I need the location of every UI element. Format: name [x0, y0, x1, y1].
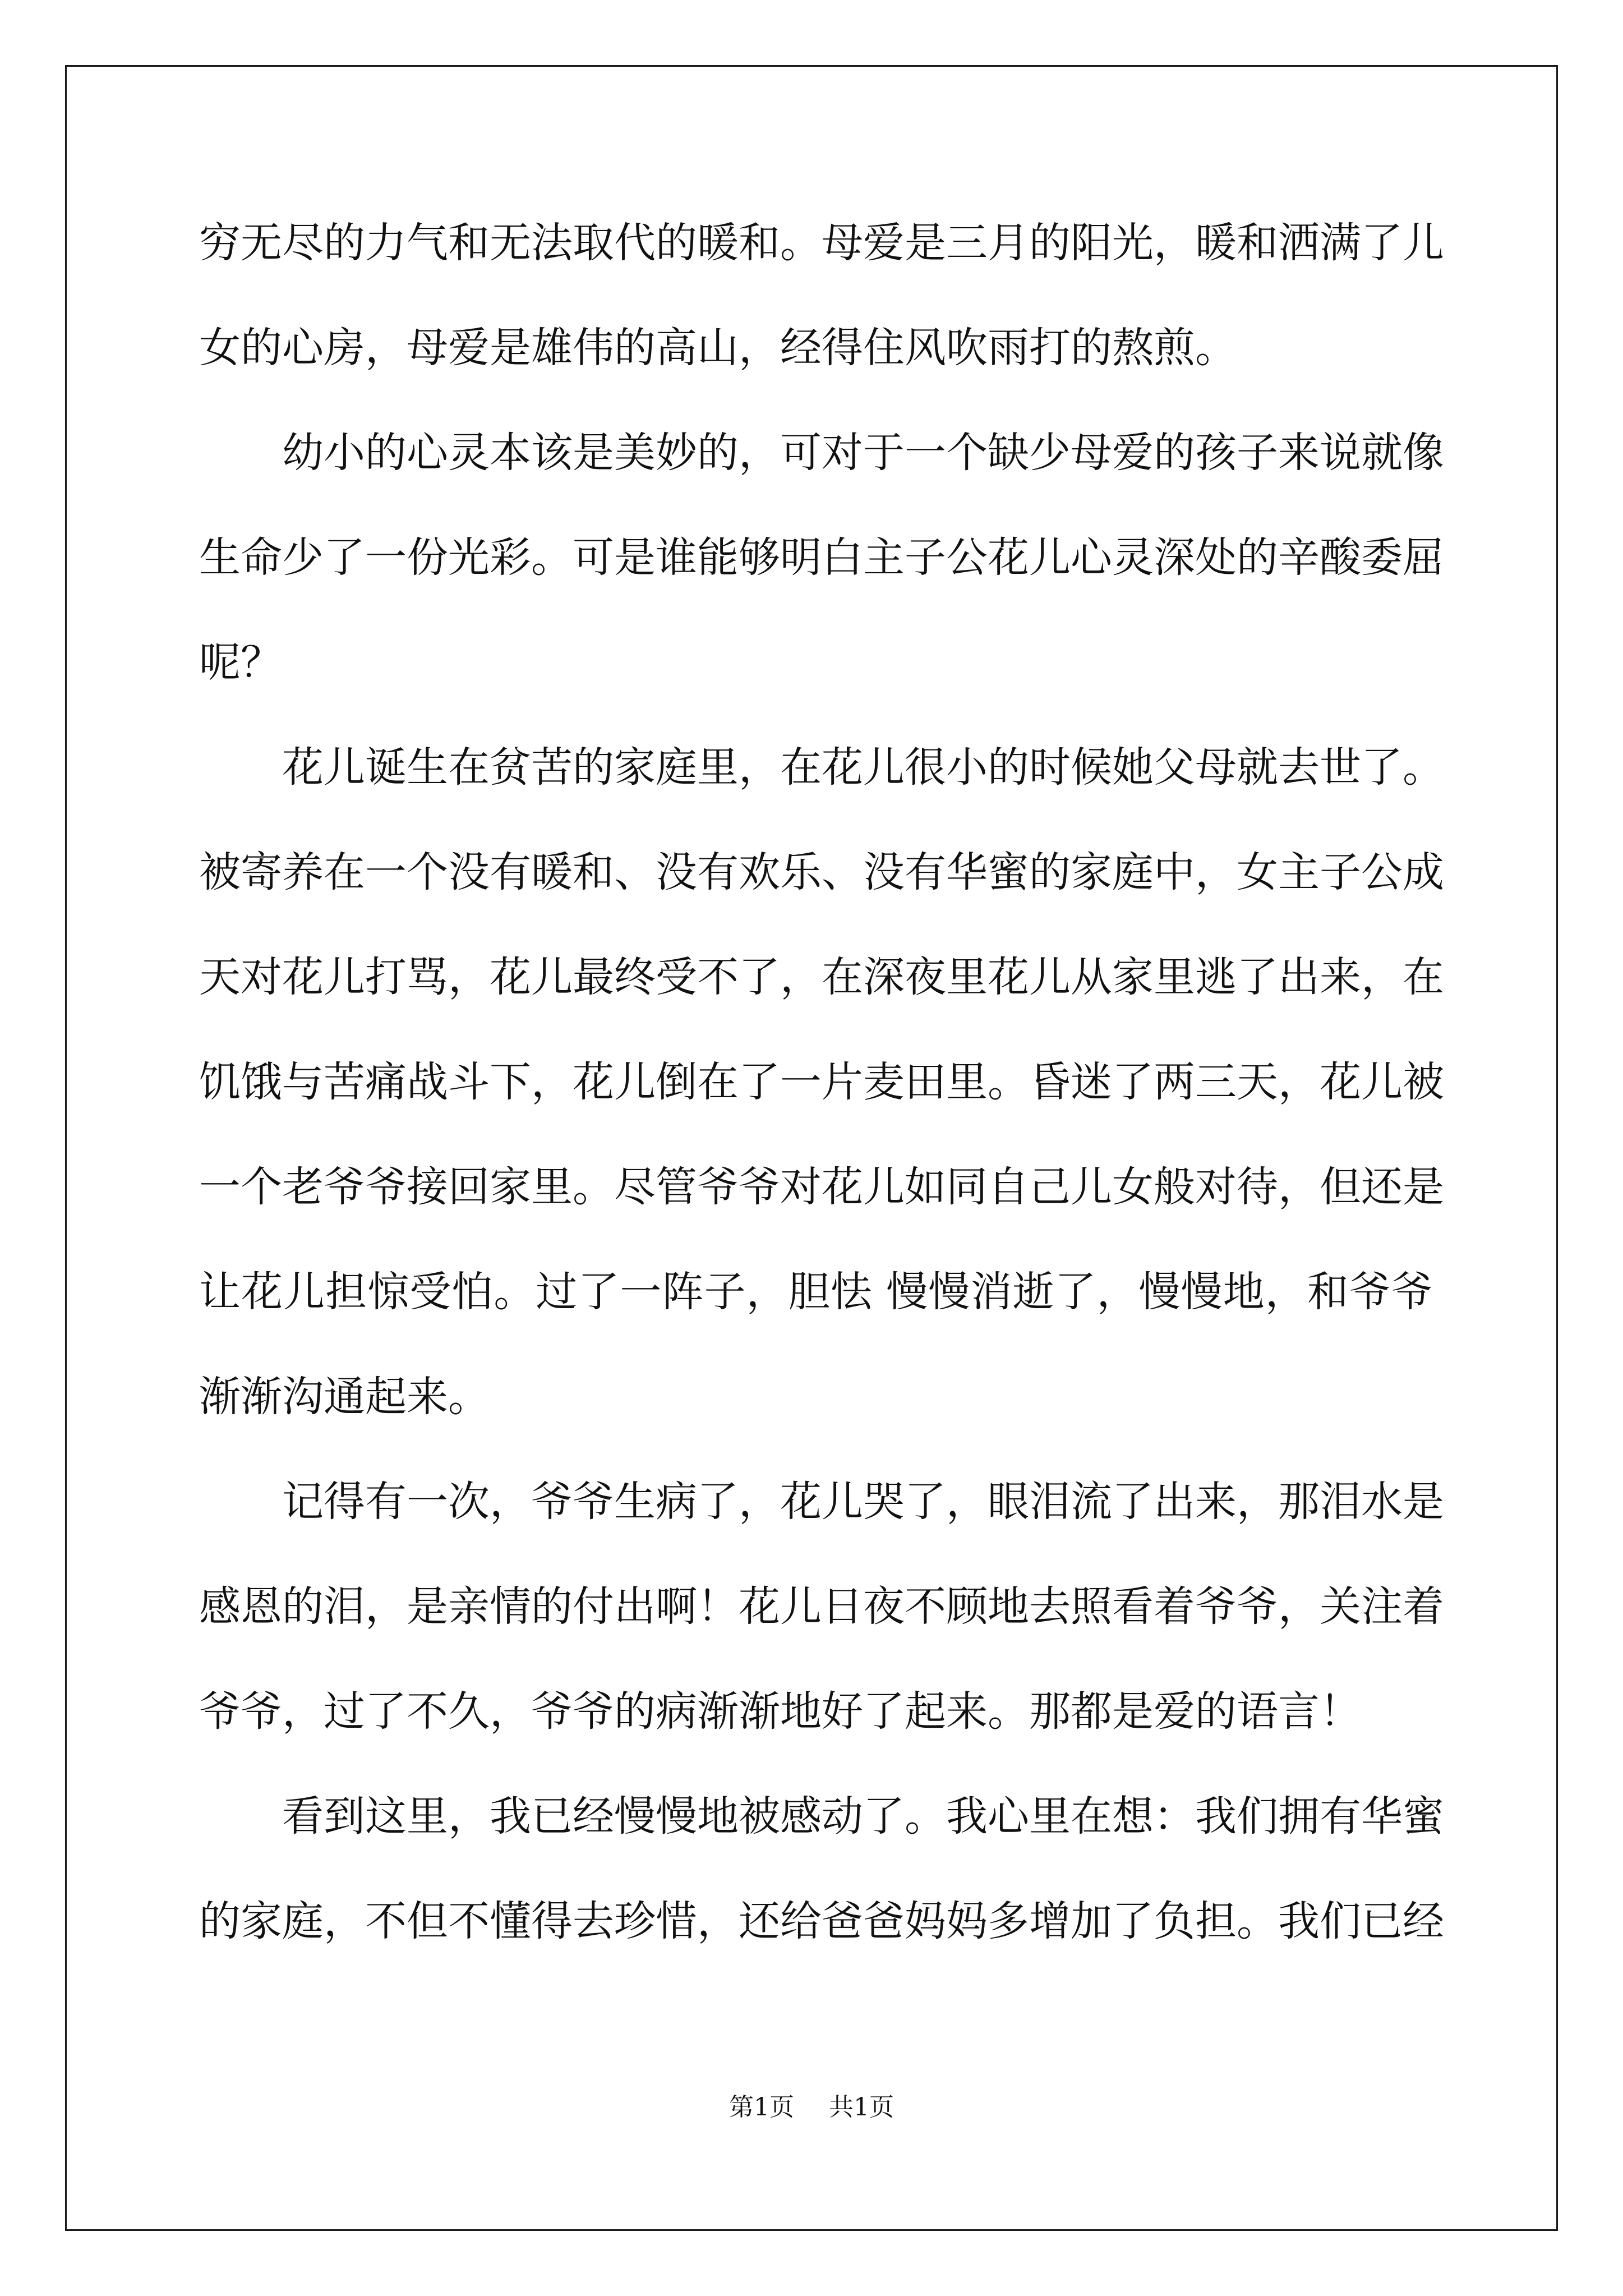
- text-line: 呢？: [199, 638, 282, 687]
- text-line: 被寄养在一个没有暖和、没有欢乐、没有华蜜的家庭中，女主子公成: [199, 848, 1444, 896]
- text-line: 幼小的心灵本该是美妙的，可对于一个缺少母爱的孩子来说就像: [282, 429, 1444, 477]
- document-body: [199, 191, 1444, 1974]
- text-line: 看到这里，我已经慢慢地被感动了。我心里在想：我们拥有华蜜: [282, 1792, 1444, 1841]
- text-line: 记得有一次，爷爷生病了，花儿哭了，眼泪流了出来，那泪水是: [282, 1478, 1444, 1526]
- page-number-total: 共1页: [829, 2093, 894, 2122]
- text-line: 女的心房，母爱是雄伟的高山，经得住风吹雨打的熬煎。: [199, 324, 1237, 372]
- paragraph: [199, 1450, 1444, 1764]
- text-line: 穷无尽的力气和无法取代的暖和。母爱是三月的阳光，暖和洒满了儿: [199, 219, 1444, 267]
- text-line: 让花儿担惊受怕。过了一阵子，胆怯 慢慢消逝了，慢慢地，和爷爷: [199, 1268, 1433, 1316]
- text-line: 的家庭，不但不懂得去珍惜，还给爸爸妈妈多增加了负担。我们已经: [199, 1897, 1444, 1945]
- paragraph: [199, 1764, 1444, 1974]
- text-line: 花儿诞生在贫苦的家庭里，在花儿很小的时候她父母就去世了。: [282, 743, 1444, 792]
- page-footer: [0, 2087, 1623, 2123]
- text-line: 饥饿与苦痛战斗下，花儿倒在了一片麦田里。昏迷了两三天，花儿被: [199, 1058, 1444, 1106]
- text-line: 生命少了一份光彩。可是谁能够明白主子公花儿心灵深处的辛酸委屈: [199, 533, 1444, 582]
- paragraph: [199, 191, 1444, 401]
- paragraph: [199, 715, 1444, 1450]
- page-number-current: 第1页: [729, 2093, 794, 2122]
- text-line: 渐渐沟通起来。: [199, 1373, 490, 1421]
- text-line: 感恩的泪，是亲情的付出啊！花儿日夜不顾地去照看着爷爷，关注着: [199, 1582, 1444, 1631]
- text-line: 天对花儿打骂，花儿最终受不了，在深夜里花儿从家里逃了出来，在: [199, 953, 1444, 1001]
- text-line: 一个老爷爷接回家里。尽管爷爷对花儿如同自己儿女般对待，但还是: [199, 1163, 1444, 1211]
- paragraph: [199, 401, 1444, 715]
- text-line: 爷爷，过了不久，爷爷的病渐渐地好了起来。那都是爱的语言！: [199, 1687, 1361, 1736]
